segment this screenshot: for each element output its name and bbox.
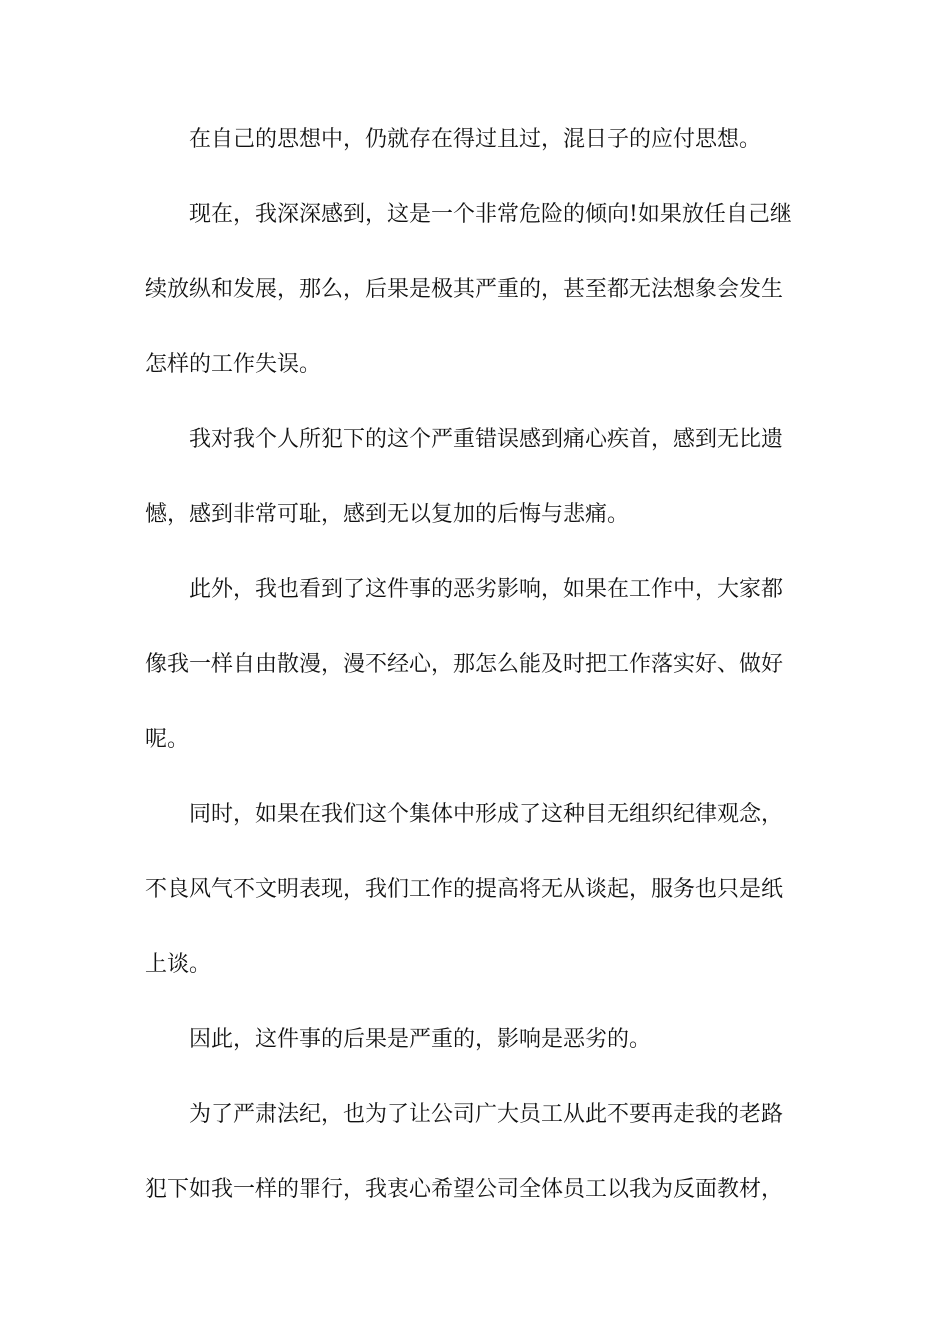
text-line: 因此，这件事的后果是严重的，影响是恶劣的。	[189, 1027, 652, 1052]
document-body	[145, 128, 807, 1253]
text-line: 在自己的思想中，仍就存在得过且过，混日子的应付思想。	[189, 127, 762, 152]
text-line: 续放纵和发展，那么，后果是极其严重的，甚至都无法想象会发生	[145, 277, 784, 302]
text-line: 犯下如我一样的罪行，我衷心希望公司全体员工以我为反面教材，	[145, 1177, 784, 1202]
text-line: 怎样的工作失误。	[145, 352, 322, 377]
text-line: 憾，感到非常可耻，感到无以复加的后悔与悲痛。	[145, 502, 630, 527]
text-line: 为了严肃法纪，也为了让公司广大员工从此不要再走我的老路	[189, 1102, 784, 1127]
text-line: 我对我个人所犯下的这个严重错误感到痛心疾首，感到无比遗	[189, 427, 784, 452]
text-line: 同时，如果在我们这个集体中形成了这种目无组织纪律观念，	[189, 802, 784, 827]
text-line: 不良风气不文明表现，我们工作的提高将无从谈起，服务也只是纸	[145, 877, 784, 902]
text-line: 上谈。	[145, 952, 212, 977]
text-line: 此外，我也看到了这件事的恶劣影响，如果在工作中，大家都	[189, 577, 784, 602]
text-line: 像我一样自由散漫，漫不经心，那怎么能及时把工作落实好、做好	[145, 652, 784, 677]
text-line: 现在，我深深感到，这是一个非常危险的倾向!如果放任自己继	[189, 202, 792, 227]
text-line: 呢。	[145, 727, 190, 752]
